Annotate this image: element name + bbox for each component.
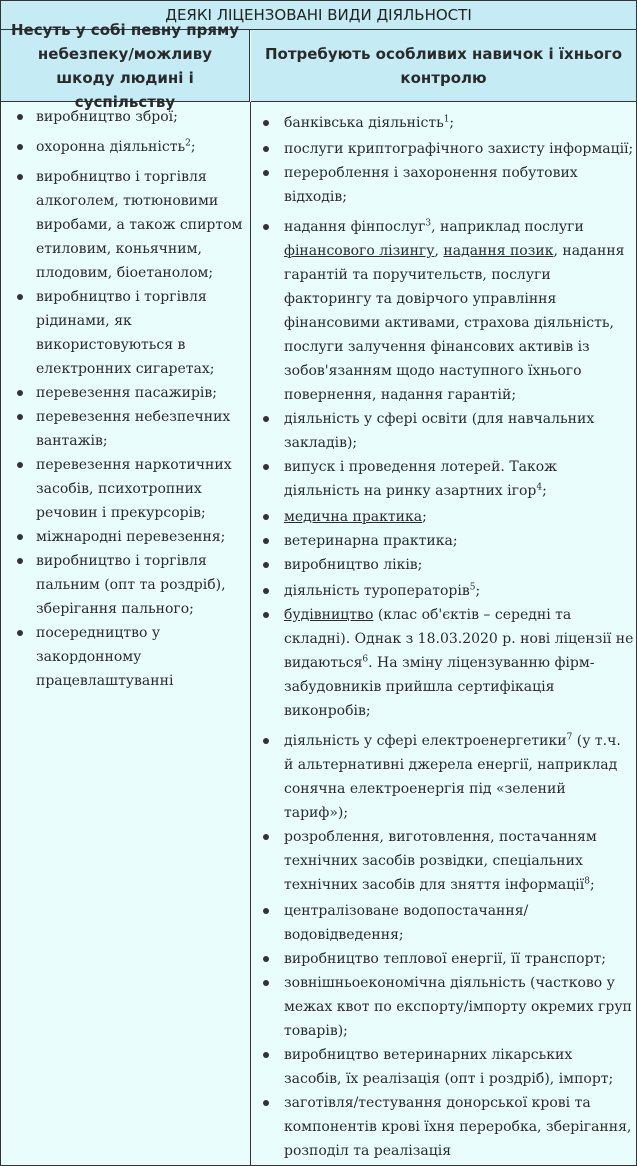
danger-activities-list <box>1 105 249 693</box>
list-item: заготівля/тестування донорської крові та компонентів крові їхня переробка, зберігання, розподіл та реалізація <box>251 1091 636 1163</box>
bullet-icon <box>17 144 23 150</box>
list-item: централізоване водопостачання/водовідведення; <box>251 899 636 947</box>
bullet-icon <box>263 956 269 962</box>
list-item: діяльність туроператорів$^5$; <box>251 579 636 603</box>
list-item: банківська діяльність$^1$; <box>251 111 636 135</box>
bullet-icon <box>17 390 23 396</box>
list-item: виробництво теплової енергії, її транспорт; <box>251 947 636 971</box>
bullet-icon <box>17 462 23 468</box>
list-item: перевезення наркотичних засобів, психотропних речовин і прекурсорів; <box>1 453 249 525</box>
bullet-icon <box>263 1100 269 1106</box>
bullet-icon <box>263 170 269 176</box>
list-item: виробництво зброї; <box>1 105 249 129</box>
bullet-icon <box>263 908 269 914</box>
bullet-icon <box>263 224 269 230</box>
list-item: розроблення, виготовлення, постачанням технічних засобів розвідки, спеціальних технічних засобів для зняття інформації$^8$; <box>251 825 636 897</box>
list-item: ветеринарна практика; <box>251 529 636 553</box>
list-item: міжнародні перевезення; <box>1 525 249 549</box>
construction-link[interactable]: будівництво <box>284 607 374 623</box>
list-item: посередництво у закордонному працевлаштуванні <box>1 621 249 693</box>
list-item: діяльність у сфері освіти (для навчальних закладів); <box>251 407 636 455</box>
bullet-icon <box>263 738 269 744</box>
list-item: діяльність у сфері електроенергетики$^7$ (у т.ч. й альтернативні джерела енергії, наприклад сонячна електроенергія під «зелений тариф»); <box>251 729 636 825</box>
bullet-icon <box>263 416 269 422</box>
bullet-icon <box>17 414 23 420</box>
bullet-icon <box>263 588 269 594</box>
table-title: ДЕЯКІ ЛІЦЕНЗОВАНІ ВИДИ ДІЯЛЬНОСТІ <box>1 1 636 30</box>
list-item: перероблення і захоронення побутових відходів; <box>251 161 636 209</box>
list-item: перевезення небезпечних вантажів; <box>1 405 249 453</box>
bullet-icon <box>17 174 23 180</box>
bullet-icon <box>17 114 23 120</box>
list-item: будівництво (клас об'єктів – середні та складні). Однак з 18.03.2020 р. нові ліцензії не видаються$^6$. На зміну ліцензуванню фірм-забудовників прийшла сертифікація виконробів; <box>251 603 636 723</box>
bullet-icon <box>17 294 23 300</box>
column-header-danger: Несуть у собі певну пряму небезпеку/можливу шкоду людині і суспільству <box>1 30 250 102</box>
bullet-icon <box>263 464 269 470</box>
list-item: виробництво і торгівля рідинами, як використовуються в електронних сигаретах; <box>1 285 249 381</box>
list-item: надання фінпослуг$^3$, наприклад послуги фінансового лізингу, надання позик, надання гарантій та поручительств, послуги факторингу та довірчого управління фінансовими активами, страхова діяльність, послуги залучення фінансових активів із зобов'язанням щодо наступного їхнього повернення, надання гарантій; <box>251 215 636 407</box>
bullet-icon <box>263 538 269 544</box>
bullet-icon <box>17 534 23 540</box>
bullet-icon <box>263 120 269 126</box>
list-item: перевезення пасажирів; <box>1 381 249 405</box>
list-item: випуск і проведення лотерей. Також діяльність на ринку азартних ігор$^4$; <box>251 455 636 503</box>
bullet-icon <box>263 562 269 568</box>
list-item: виробництво і торгівля алкоголем, тютюновими виробами, а також спиртом етиловим, коньячним, плодовим, біоетанолом; <box>1 165 249 285</box>
list-item: виробництво ліків; <box>251 553 636 577</box>
list-item: охоронна діяльність$^2$; <box>1 135 249 159</box>
bullet-icon <box>263 980 269 986</box>
list-item: послуги криптографічного захисту інформації; <box>251 137 636 161</box>
list-item: виробництво ветеринарних лікарських засобів, їх реалізація (опт і роздріб), імпорт; <box>251 1043 636 1091</box>
bullet-icon <box>17 558 23 564</box>
bullet-icon <box>263 612 269 618</box>
bullet-icon <box>17 630 23 636</box>
column-header-skills: Потребують особливих навичок і їхнього контролю <box>251 30 636 102</box>
bullet-icon <box>263 834 269 840</box>
financial-leasing-link[interactable]: фінансового лізингу <box>284 243 435 259</box>
bullet-icon <box>263 514 269 520</box>
list-item: медична практика; <box>251 505 636 529</box>
bullet-icon <box>263 1052 269 1058</box>
bullet-icon <box>263 146 269 152</box>
skill-activities-list <box>251 111 636 1163</box>
loans-link[interactable]: надання позик <box>443 243 554 259</box>
medical-practice-link[interactable]: медична практика <box>284 509 423 525</box>
list-item: зовнішньоекономічна діяльність (частково у межах квот по експорту/імпорту окремих груп товарів); <box>251 971 636 1043</box>
list-item: виробництво і торгівля пальним (опт та роздріб), зберігання пального; <box>1 549 249 621</box>
